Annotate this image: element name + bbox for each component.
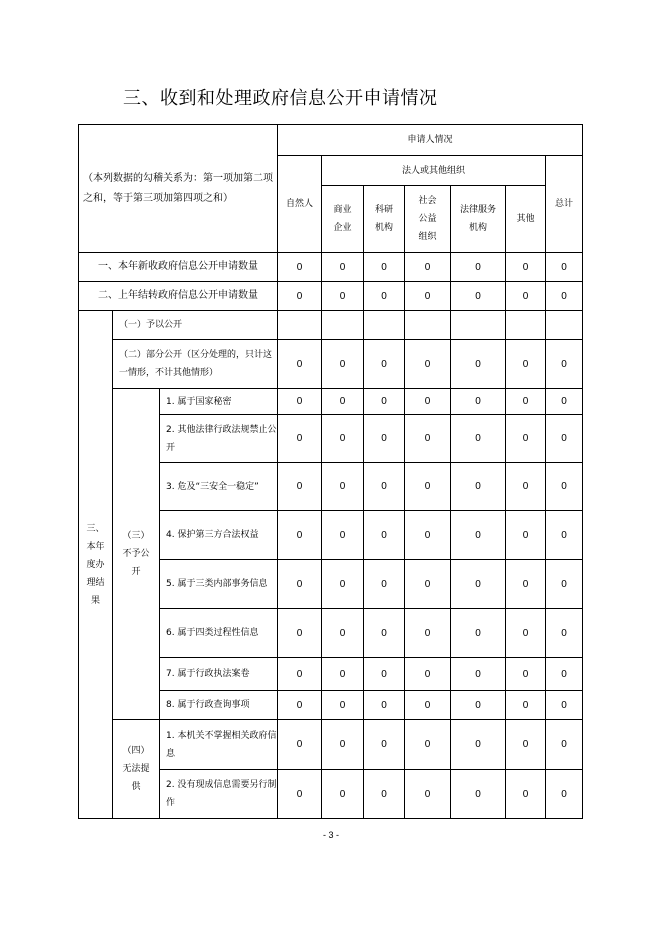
- row-label: 3. 危及“三安全一稳定”: [160, 463, 278, 511]
- value-cell: 0: [506, 658, 546, 691]
- value-cell: 0: [278, 253, 322, 282]
- value-cell: 0: [405, 720, 451, 770]
- header-commercial: 商业企业: [322, 186, 364, 253]
- value-cell: 0: [546, 511, 583, 560]
- application-table: [78, 124, 583, 819]
- value-cell: 0: [546, 691, 583, 720]
- value-cell: 0: [322, 720, 364, 770]
- row-label: 6. 属于四类过程性信息: [160, 609, 278, 658]
- value-cell: 0: [278, 282, 322, 311]
- value-cell: 0: [322, 389, 364, 415]
- value-cell: 0: [506, 560, 546, 609]
- value-cell: 0: [322, 658, 364, 691]
- value-cell: 0: [405, 415, 451, 463]
- value-cell: [364, 311, 405, 340]
- value-cell: 0: [364, 609, 405, 658]
- value-cell: 0: [278, 511, 322, 560]
- value-cell: 0: [451, 340, 506, 389]
- value-cell: 0: [506, 609, 546, 658]
- value-cell: 0: [451, 282, 506, 311]
- value-cell: 0: [405, 389, 451, 415]
- value-cell: 0: [546, 560, 583, 609]
- value-cell: 0: [364, 415, 405, 463]
- row-label: 8. 属于行政查询事项: [160, 691, 278, 720]
- value-cell: 0: [278, 415, 322, 463]
- value-cell: 0: [364, 340, 405, 389]
- row-label: 一、本年新收政府信息公开申请数量: [79, 253, 278, 282]
- value-cell: 0: [405, 282, 451, 311]
- value-cell: [506, 311, 546, 340]
- value-cell: 0: [506, 415, 546, 463]
- value-cell: 0: [364, 511, 405, 560]
- value-cell: 0: [546, 609, 583, 658]
- section3-label: 三、本年度办理结果: [79, 311, 113, 819]
- header-other: 其他: [506, 186, 546, 253]
- value-cell: 0: [405, 691, 451, 720]
- value-cell: 0: [451, 511, 506, 560]
- value-cell: 0: [451, 415, 506, 463]
- value-cell: 0: [546, 770, 583, 819]
- value-cell: 0: [451, 389, 506, 415]
- value-cell: 0: [405, 609, 451, 658]
- value-cell: 0: [546, 720, 583, 770]
- value-cell: 0: [506, 720, 546, 770]
- value-cell: 0: [405, 770, 451, 819]
- header-natural-person: 自然人: [278, 156, 322, 253]
- row-label: 二、上年结转政府信息公开申请数量: [79, 282, 278, 311]
- header-applicant: 申请人情况: [278, 125, 583, 156]
- value-cell: 0: [546, 253, 583, 282]
- value-cell: 0: [364, 253, 405, 282]
- value-cell: 0: [546, 389, 583, 415]
- value-cell: 0: [451, 560, 506, 609]
- value-cell: 0: [546, 282, 583, 311]
- value-cell: 0: [322, 560, 364, 609]
- value-cell: 0: [405, 511, 451, 560]
- value-cell: 0: [506, 463, 546, 511]
- value-cell: 0: [322, 253, 364, 282]
- value-cell: [405, 311, 451, 340]
- header-note: （本列数据的勾稽关系为：第一项加第二项之和，等于第三项加第四项之和）: [79, 125, 278, 253]
- value-cell: 0: [506, 389, 546, 415]
- value-cell: 0: [278, 463, 322, 511]
- value-cell: 0: [322, 282, 364, 311]
- value-cell: 0: [278, 560, 322, 609]
- value-cell: [278, 311, 322, 340]
- value-cell: 0: [546, 658, 583, 691]
- value-cell: 0: [364, 720, 405, 770]
- row-label: 2. 没有现成信息需要另行制作: [160, 770, 278, 819]
- row-label: 4. 保护第三方合法权益: [160, 511, 278, 560]
- value-cell: 0: [506, 340, 546, 389]
- value-cell: 0: [405, 560, 451, 609]
- value-cell: 0: [364, 770, 405, 819]
- value-cell: [546, 311, 583, 340]
- value-cell: 0: [364, 658, 405, 691]
- value-cell: 0: [322, 340, 364, 389]
- value-cell: 0: [451, 658, 506, 691]
- value-cell: 0: [451, 720, 506, 770]
- value-cell: 0: [546, 463, 583, 511]
- value-cell: 0: [451, 691, 506, 720]
- row-label: 1. 本机关不掌握相关政府信息: [160, 720, 278, 770]
- value-cell: 0: [278, 770, 322, 819]
- value-cell: 0: [364, 463, 405, 511]
- value-cell: 0: [451, 770, 506, 819]
- value-cell: [322, 311, 364, 340]
- row-label: 5. 属于三类内部事务信息: [160, 560, 278, 609]
- header-research: 科研机构: [364, 186, 405, 253]
- value-cell: 0: [405, 253, 451, 282]
- row-label: （一）予以公开: [113, 311, 278, 340]
- header-total: 总计: [546, 156, 583, 253]
- header-legal-service: 法律服务机构: [451, 186, 506, 253]
- value-cell: 0: [278, 720, 322, 770]
- value-cell: 0: [278, 389, 322, 415]
- value-cell: 0: [546, 340, 583, 389]
- value-cell: 0: [451, 463, 506, 511]
- value-cell: 0: [405, 463, 451, 511]
- value-cell: 0: [405, 658, 451, 691]
- value-cell: 0: [506, 253, 546, 282]
- value-cell: 0: [322, 415, 364, 463]
- row-label: 2. 其他法律行政法规禁止公开: [160, 415, 278, 463]
- value-cell: 0: [364, 691, 405, 720]
- value-cell: [451, 311, 506, 340]
- value-cell: 0: [278, 691, 322, 720]
- unable-label: （四）无法提供: [113, 720, 160, 819]
- row-label: 7. 属于行政执法案卷: [160, 658, 278, 691]
- value-cell: 0: [278, 658, 322, 691]
- value-cell: 0: [405, 340, 451, 389]
- value-cell: 0: [364, 389, 405, 415]
- not-public-label: （三）不予公开: [113, 389, 160, 720]
- value-cell: 0: [278, 340, 322, 389]
- value-cell: 0: [278, 609, 322, 658]
- value-cell: 0: [322, 463, 364, 511]
- header-public-welfare: 社会公益组织: [405, 186, 451, 253]
- value-cell: 0: [451, 609, 506, 658]
- value-cell: 0: [506, 511, 546, 560]
- value-cell: 0: [322, 770, 364, 819]
- value-cell: 0: [451, 253, 506, 282]
- value-cell: 0: [506, 770, 546, 819]
- value-cell: 0: [322, 609, 364, 658]
- value-cell: 0: [506, 691, 546, 720]
- value-cell: 0: [364, 560, 405, 609]
- row-label: 1. 属于国家秘密: [160, 389, 278, 415]
- header-legal-group: 法人或其他组织: [322, 156, 546, 186]
- page-number: - 3 -: [322, 830, 339, 840]
- value-cell: 0: [322, 511, 364, 560]
- value-cell: 0: [546, 415, 583, 463]
- value-cell: 0: [506, 282, 546, 311]
- value-cell: 0: [364, 282, 405, 311]
- row-label: （二）部分公开（区分处理的，只计这一情形，不计其他情形）: [113, 340, 278, 389]
- value-cell: 0: [322, 691, 364, 720]
- page-title: 三、收到和处理政府信息公开申请情况: [123, 88, 438, 109]
